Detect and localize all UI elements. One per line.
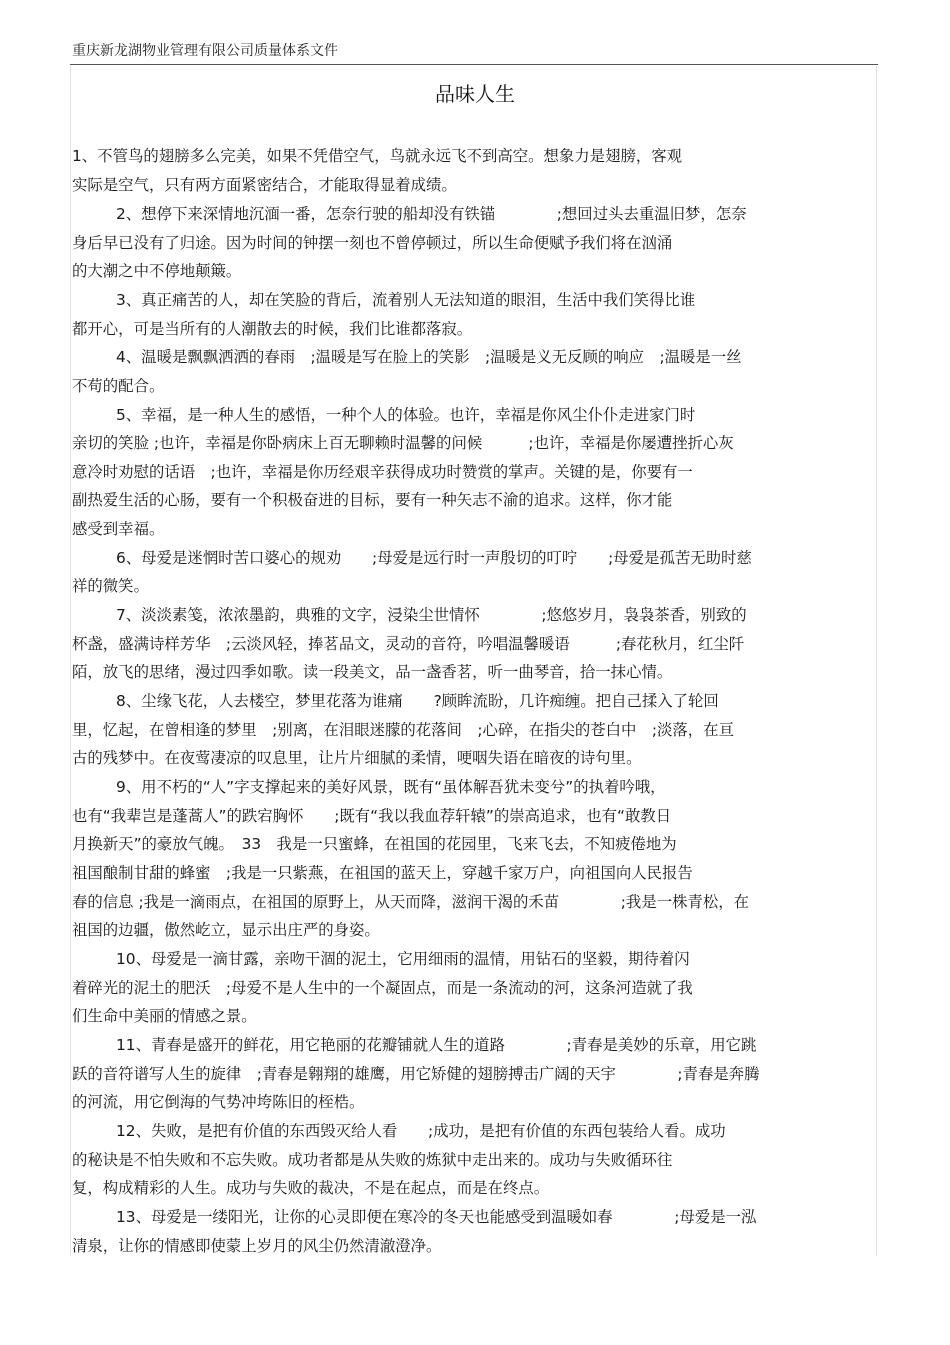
text-line: 祥的微笑。 xyxy=(72,577,149,595)
text-line: 着碎光的泥土的肥沃 ;母爱不是人生中的一个凝固点，而是一条流动的河，这条河造就了我 xyxy=(72,979,693,997)
text-line: 9、用不朽的“人”字支撑起来的美好风景，既有“虽体解吾犹未变兮”的执着吟哦， xyxy=(116,778,666,796)
text-line: 都开心，可是当所有的人潮散去的时候，我们比谁都落寂。 xyxy=(72,320,473,338)
text-line: 2、想停下来深情地沉湎一番，怎奈行驶的船却没有铁锚 ;想回过头去重温旧梦，怎奈 xyxy=(116,205,747,223)
right-margin-line xyxy=(876,66,877,1256)
text-line: 的秘诀是不怕失败和不忘失败。成功者都是从失败的炼狱中走出来的。成功与失败循环往 xyxy=(72,1151,673,1169)
text-line: 12、失败，是把有价值的东西毁灭给人看 ;成功，是把有价值的东西包装给人看。成功 xyxy=(116,1122,726,1140)
text-line: 1、不管鸟的翅膀多么完美，如果不凭借空气，鸟就永远飞不到高空。想象力是翅膀，客观 xyxy=(72,147,683,165)
text-line: 5、幸福，是一种人生的感悟，一种个人的体验。也许，幸福是你风尘仆仆走进家门时 xyxy=(116,406,696,424)
left-margin-line xyxy=(70,66,71,1256)
text-line: 的河流，用它倒海的气势冲垮陈旧的桎梏。 xyxy=(72,1093,365,1111)
text-line: 8、尘缘飞花，人去楼空，梦里花落为谁痛 ?顾眸流盼，几许痴缠。把自己揉入了轮回 xyxy=(116,692,719,710)
text-line: 亲切的笑脸 ;也许，幸福是你卧病床上百无聊赖时温馨的问候 ;也许，幸福是你屡遭挫折心灰 xyxy=(72,434,734,452)
text-line: 不苟的配合。 xyxy=(72,377,165,395)
text-line: 副热爱生活的心肠，要有一个积极奋进的目标，要有一种矢志不渝的追求。这样，你才能 xyxy=(72,491,673,509)
text-line: 里，忆起，在曾相逢的梦里 ;别离，在泪眼迷朦的花落间 ;心碎，在指尖的苍白中 ;淡落，在亘 xyxy=(72,721,734,739)
text-line: 感受到幸福。 xyxy=(72,520,165,538)
text-line: 3、真正痛苦的人，却在笑脸的背后，流着别人无法知道的眼泪，生活中我们笑得比谁 xyxy=(116,291,696,309)
text-line: 4、温暖是飘飘洒洒的春雨 ;温暖是写在脸上的笑影 ;温暖是义无反顾的响应 ;温暖是一丝 xyxy=(116,348,742,366)
text-line: 祖国的边疆，傲然屹立，显示出庄严的身姿。 xyxy=(72,921,380,939)
text-line: 的大潮之中不停地颠簸。 xyxy=(72,262,242,280)
text-line: 13、母爱是一缕阳光，让你的心灵即便在寒冷的冬天也能感受到温暖如春 ;母爱是一泓 xyxy=(116,1208,757,1226)
text-line: 复，构成精彩的人生。成功与失败的裁决，不是在起点，而是在终点。 xyxy=(72,1179,550,1197)
text-line: 们生命中美丽的情感之景。 xyxy=(72,1007,257,1025)
text-line: 跃的音符谱写人生的旋律 ;青春是翱翔的雄鹰，用它矫健的翅膀搏击广阔的天宇 ;青春是奔腾 xyxy=(72,1065,760,1083)
text-line: 陌，放飞的思绪，漫过四季如歌。读一段美文，品一盏香茗，听一曲琴音，拾一抹心情。 xyxy=(72,663,673,681)
text-line: 清泉，让你的情感即使蒙上岁月的风尘仍然清澈澄净。 xyxy=(72,1237,442,1255)
text-line: 7、淡淡素笺，浓浓墨韵，典雅的文字，浸染尘世情怀 ;悠悠岁月，袅袅茶香，别致的 xyxy=(116,606,747,624)
text-line: 身后早已没有了归途。因为时间的钟摆一刻也不曾停顿过，所以生命便赋予我们将在汹涌 xyxy=(72,234,673,252)
text-line: 实际是空气，只有两方面紧密结合，才能取得显着成绩。 xyxy=(72,176,457,194)
document-header: 重庆新龙湖物业管理有限公司质量体系文件 xyxy=(72,43,338,59)
text-line: 古的残梦中。在夜莺凄凉的叹息里，让片片细腻的柔情，哽咽失语在暗夜的诗句里。 xyxy=(72,749,642,767)
text-line: 杯盏，盛满诗样芳华 ;云淡风轻，捧茗品文，灵动的音符，吟唱温馨暖语 ;春花秋月，红尘阡 xyxy=(72,635,745,653)
document-title: 品味人生 xyxy=(435,82,515,106)
text-line: 也有“我辈岂是蓬蒿人”的跌宕胸怀 ;既有“我以我血荐轩辕”的崇高追求，也有“敢教日 xyxy=(72,807,672,825)
text-line: 春的信息 ;我是一滴雨点，在祖国的原野上，从天而降，滋润干渴的禾苗 ;我是一株青松，在 xyxy=(72,893,750,911)
header-divider xyxy=(70,64,878,65)
text-line: 11、青春是盛开的鲜花，用它艳丽的花瓣铺就人生的道路 ;青春是美妙的乐章，用它跳 xyxy=(116,1036,757,1054)
text-line: 6、母爱是迷惘时苦口婆心的规劝 ;母爱是远行时一声殷切的叮咛 ;母爱是孤苦无助时慈 xyxy=(116,549,752,567)
text-line: 祖国酿制甘甜的蜂蜜 ;我是一只紫燕，在祖国的蓝天上，穿越千家万户，向祖国向人民报告 xyxy=(72,864,693,882)
text-line: 月换新天”的豪放气魄。 33 我是一只蜜蜂，在祖国的花园里，飞来飞去，不知疲倦地为 xyxy=(72,835,677,853)
text-line: 10、母爱是一滴甘露，亲吻干涸的泥土，它用细雨的温情，用钻石的坚毅，期待着闪 xyxy=(116,950,690,968)
text-line: 意冷时劝慰的话语 ;也许，幸福是你历经艰辛获得成功时赞赏的掌声。关键的是，你要有一 xyxy=(72,463,693,481)
